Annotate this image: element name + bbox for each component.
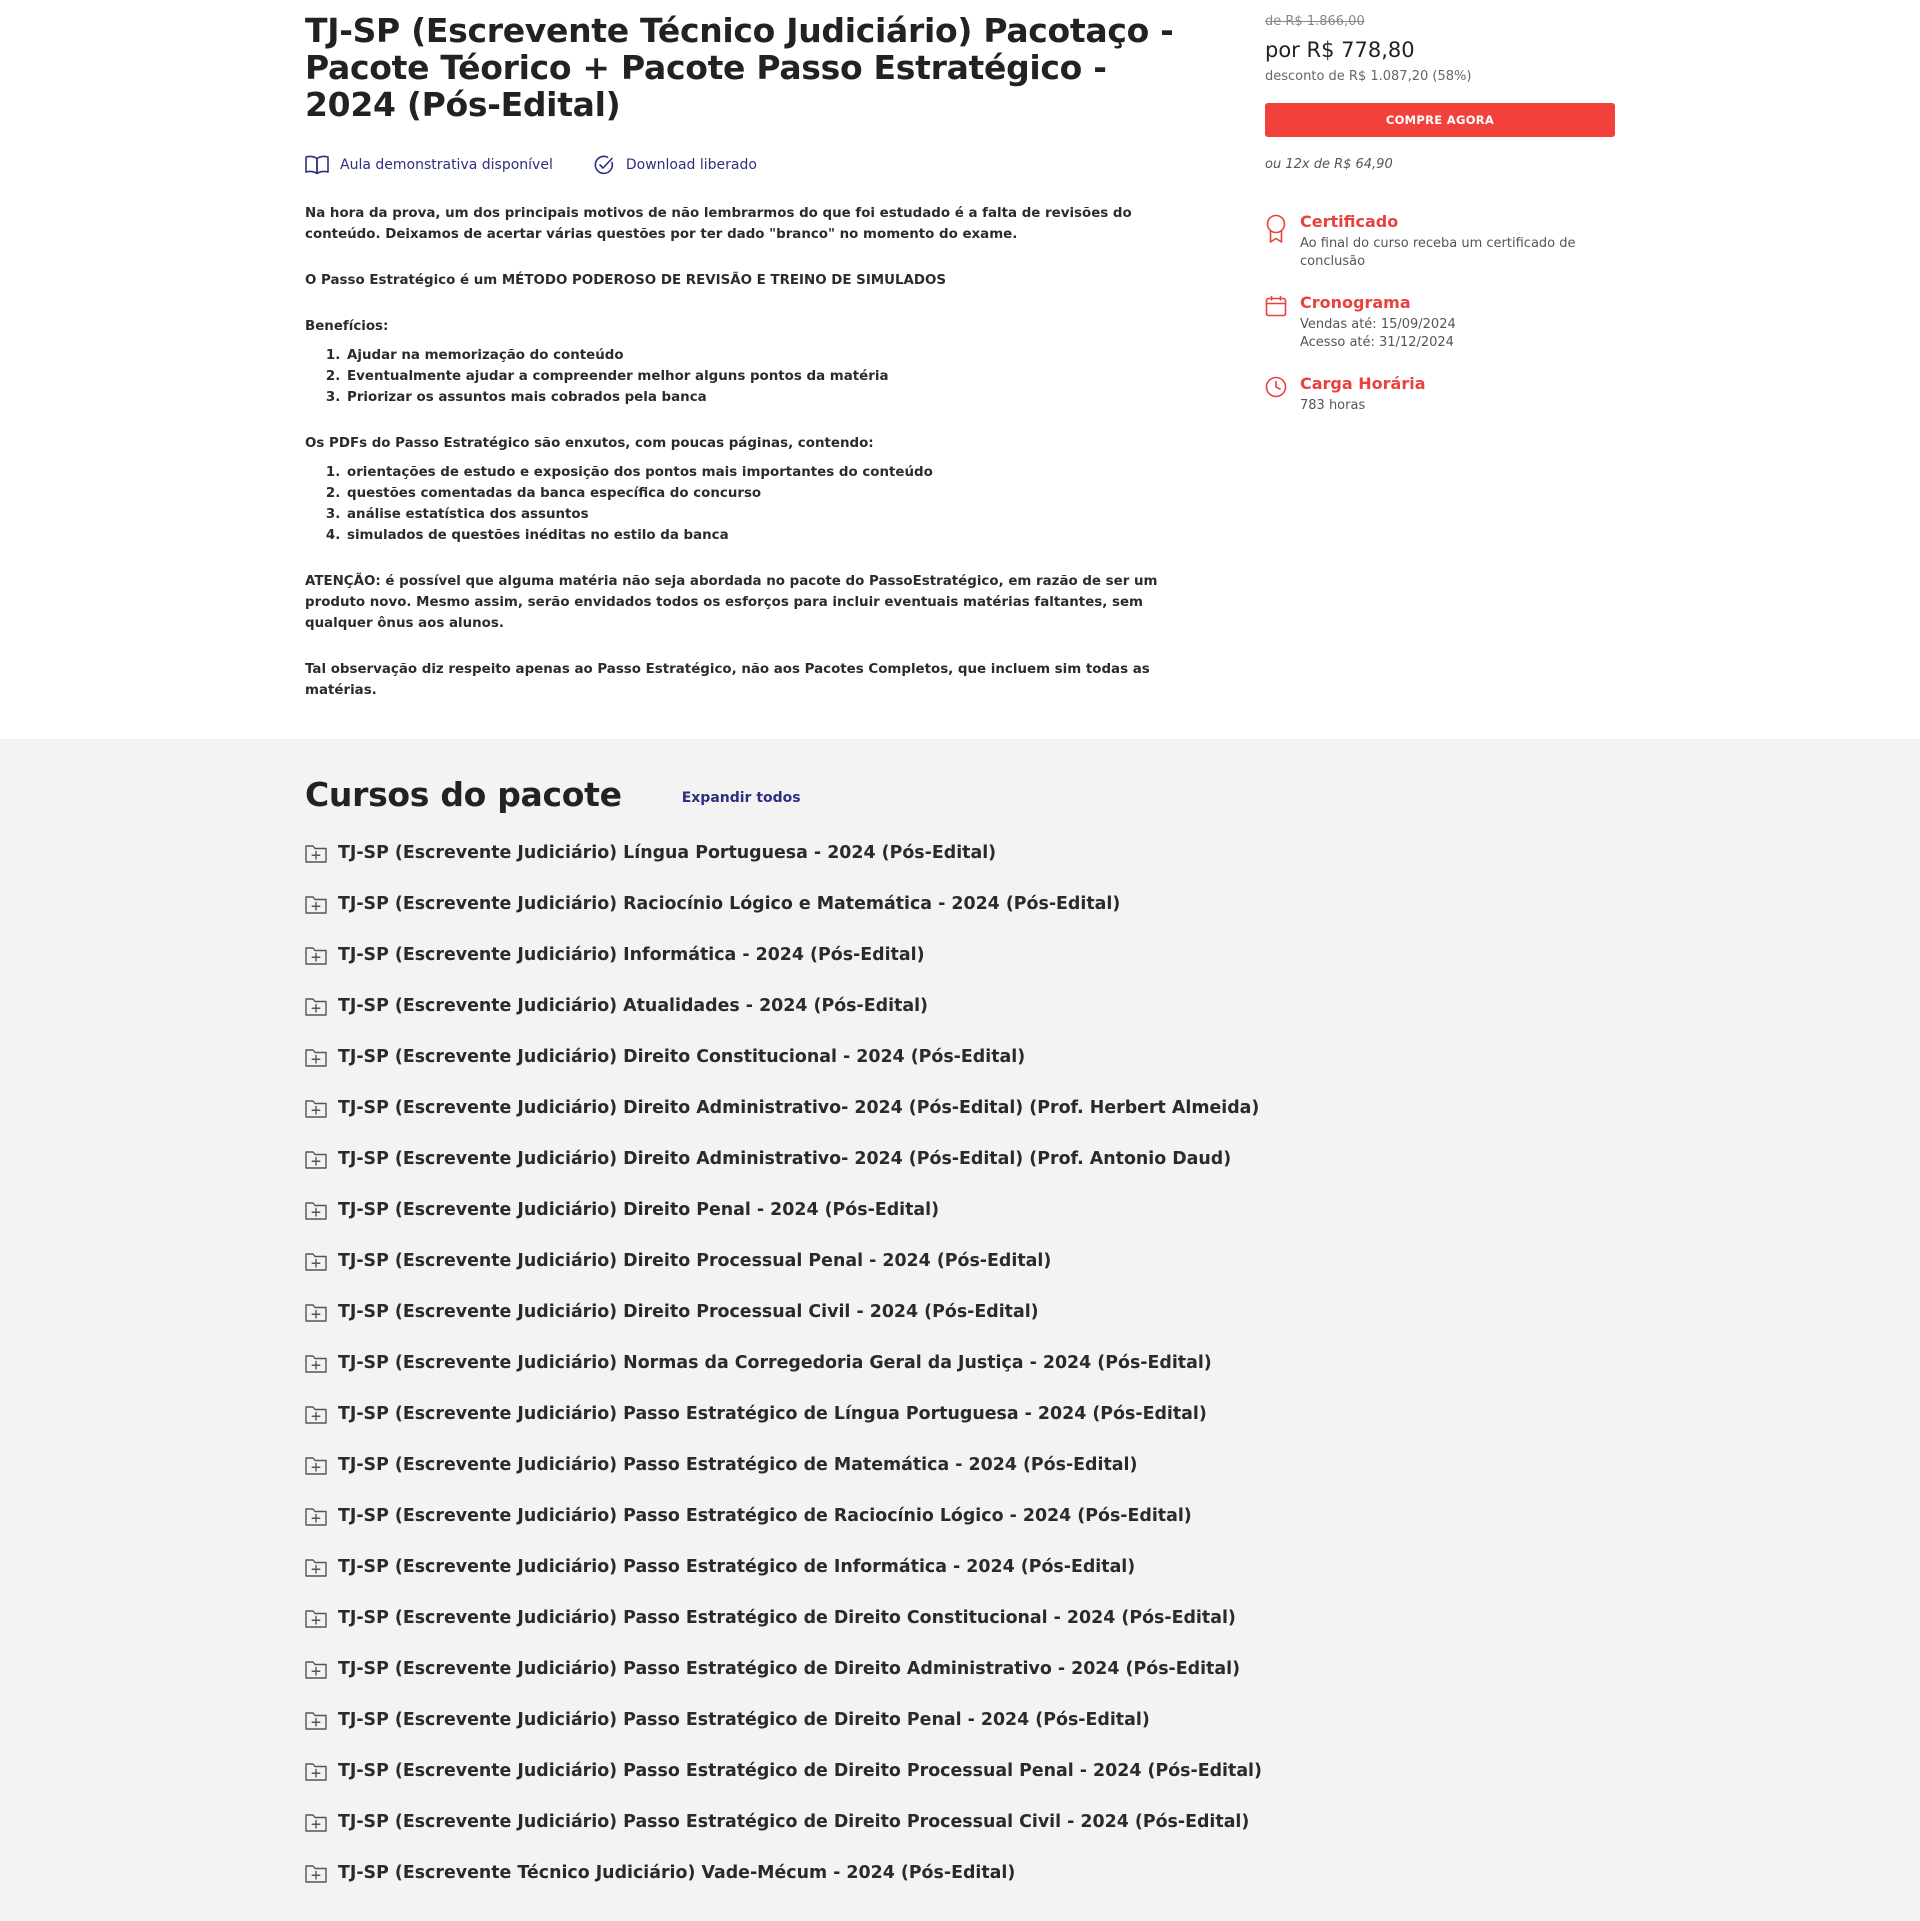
demo-lesson-label: Aula demonstrativa disponível	[340, 157, 553, 173]
course-title: TJ-SP (Escrevente Judiciário) Informática - 2024 (Pós-Edital)	[338, 944, 925, 965]
page-title: TJ-SP (Escrevente Técnico Judiciário) Pacotaço - Pacote Téorico + Pacote Passo Estratégico - 2024 (Pós-Edital)	[305, 11, 1174, 124]
workload-text: 783 horas	[1300, 398, 1366, 413]
course-item[interactable]	[305, 1745, 1605, 1796]
course-item[interactable]	[305, 1796, 1605, 1847]
course-item[interactable]	[305, 980, 1605, 1031]
course-item[interactable]	[305, 827, 1605, 878]
certificate-info	[1265, 212, 1615, 271]
product-description	[305, 203, 1175, 701]
folder-plus-icon	[305, 1455, 327, 1475]
folder-plus-icon	[305, 1863, 327, 1883]
folder-plus-icon	[305, 843, 327, 863]
course-title: TJ-SP (Escrevente Judiciário) Passo Estratégico de Direito Processual Penal - 2024 (Pós-Edital)	[338, 1760, 1262, 1781]
folder-plus-icon	[305, 1557, 327, 1577]
course-item[interactable]	[305, 1490, 1605, 1541]
course-title: TJ-SP (Escrevente Judiciário) Direito Processual Civil - 2024 (Pós-Edital)	[338, 1301, 1039, 1322]
course-title: TJ-SP (Escrevente Judiciário) Passo Estratégico de Raciocínio Lógico - 2024 (Pós-Edital)	[338, 1505, 1192, 1526]
list-item: 1. Ajudar na memorização do conteúdo	[345, 345, 1175, 366]
course-title: TJ-SP (Escrevente Técnico Judiciário) Vade-Mécum - 2024 (Pós-Edital)	[338, 1862, 1016, 1883]
course-item[interactable]	[305, 1592, 1605, 1643]
current-price: por R$ 778,80	[1265, 38, 1415, 62]
folder-plus-icon	[305, 1200, 327, 1220]
attention-note: ATENÇÃO: é possível que alguma matéria não seja abordada no pacote do PassoEstratégico, em razão de ser um produto novo. Mesmo assim, serão envidados todos os esforços para incluir eventuais matérias faltantes, sem qualquer ônus aos alunos.	[305, 574, 1158, 631]
courses-section	[0, 739, 1920, 1921]
list-item: 2. Eventualmente ajudar a compreender melhor alguns pontos da matéria	[345, 366, 1175, 387]
folder-plus-icon	[305, 1761, 327, 1781]
download-badge[interactable]	[593, 154, 757, 176]
course-item[interactable]	[305, 1388, 1605, 1439]
folder-plus-icon	[305, 1506, 327, 1526]
sales-deadline: Vendas até: 15/09/2024	[1300, 317, 1456, 332]
course-item[interactable]	[305, 878, 1605, 929]
course-title: TJ-SP (Escrevente Judiciário) Passo Estratégico de Direito Processual Civil - 2024 (Pós-Edital)	[338, 1811, 1250, 1832]
course-item[interactable]	[305, 1643, 1605, 1694]
certificate-text: Ao final do curso receba um certificado de conclusão	[1300, 236, 1576, 269]
courses-list	[305, 827, 1605, 1898]
pdfs-list	[345, 462, 1175, 546]
folder-plus-icon	[305, 996, 327, 1016]
buy-now-button[interactable]: COMPRE AGORA	[1265, 103, 1615, 137]
product-main-column	[305, 12, 1175, 726]
course-item[interactable]	[305, 1694, 1605, 1745]
award-ribbon-icon	[1265, 214, 1287, 244]
list-item: 1. orientações de estudo e exposição dos pontos mais importantes do conteúdo	[345, 462, 1175, 483]
folder-plus-icon	[305, 945, 327, 965]
workload-info	[1265, 374, 1615, 415]
course-title: TJ-SP (Escrevente Judiciário) Direito Penal - 2024 (Pós-Edital)	[338, 1199, 940, 1220]
folder-plus-icon	[305, 1047, 327, 1067]
old-price: de R$ 1.866,00	[1265, 14, 1365, 29]
list-item: 3. Priorizar os assuntos mais cobrados pela banca	[345, 387, 1175, 408]
description-paragraph: Na hora da prova, um dos principais motivos de não lembrarmos do que foi estudado é a falta de revisões do conteúdo. Deixamos de acertar várias questões por ter dado "branco" no momento do exame.	[305, 206, 1132, 242]
course-item[interactable]	[305, 1082, 1605, 1133]
folder-plus-icon	[305, 1710, 327, 1730]
course-item[interactable]	[305, 1133, 1605, 1184]
list-item: 2. questões comentadas da banca específica do concurso	[345, 483, 1175, 504]
course-item[interactable]	[305, 1439, 1605, 1490]
pdfs-heading: Os PDFs do Passo Estratégico são enxutos, com poucas páginas, contendo:	[305, 436, 874, 451]
certificate-title: Certificado	[1300, 212, 1399, 231]
check-circle-icon	[593, 154, 615, 176]
course-title: TJ-SP (Escrevente Judiciário) Raciocínio Lógico e Matemática - 2024 (Pós-Edital)	[338, 893, 1121, 914]
courses-header	[305, 775, 801, 814]
schedule-info	[1265, 293, 1615, 352]
course-item[interactable]	[305, 1235, 1605, 1286]
course-item[interactable]	[305, 1286, 1605, 1337]
course-title: TJ-SP (Escrevente Judiciário) Direito Administrativo- 2024 (Pós-Edital) (Prof. Antonio Daud)	[338, 1148, 1232, 1169]
course-title: TJ-SP (Escrevente Judiciário) Língua Portuguesa - 2024 (Pós-Edital)	[338, 842, 997, 863]
course-title: TJ-SP (Escrevente Judiciário) Direito Processual Penal - 2024 (Pós-Edital)	[338, 1250, 1052, 1271]
course-info-list	[1265, 212, 1615, 415]
folder-plus-icon	[305, 1302, 327, 1322]
list-item: 4. simulados de questões inéditas no estilo da banca	[345, 525, 1175, 546]
course-item[interactable]	[305, 929, 1605, 980]
benefits-heading: Benefícios:	[305, 319, 389, 334]
open-book-icon	[305, 155, 329, 175]
course-item[interactable]	[305, 1337, 1605, 1388]
course-item[interactable]	[305, 1847, 1605, 1898]
course-title: TJ-SP (Escrevente Judiciário) Passo Estratégico de Informática - 2024 (Pós-Edital)	[338, 1556, 1136, 1577]
benefits-list	[345, 345, 1175, 408]
observation-note: Tal observação diz respeito apenas ao Passo Estratégico, não aos Pacotes Completos, que incluem sim todas as matérias.	[305, 662, 1150, 698]
demo-lesson-badge[interactable]	[305, 155, 553, 175]
description-method: O Passo Estratégico é um MÉTODO PODEROSO DE REVISÃO E TREINO DE SIMULADOS	[305, 273, 947, 288]
course-title: TJ-SP (Escrevente Judiciário) Passo Estratégico de Direito Constitucional - 2024 (Pós-Edital)	[338, 1607, 1236, 1628]
course-title: TJ-SP (Escrevente Judiciário) Passo Estratégico de Direito Administrativo - 2024 (Pós-Edital)	[338, 1658, 1241, 1679]
folder-plus-icon	[305, 1812, 327, 1832]
course-item[interactable]	[305, 1184, 1605, 1235]
calendar-icon	[1265, 295, 1287, 317]
folder-plus-icon	[305, 1098, 327, 1118]
discount-text: desconto de R$ 1.087,20 (58%)	[1265, 69, 1472, 84]
course-item[interactable]	[305, 1541, 1605, 1592]
folder-plus-icon	[305, 1608, 327, 1628]
folder-plus-icon	[305, 894, 327, 914]
course-title: TJ-SP (Escrevente Judiciário) Atualidades - 2024 (Pós-Edital)	[338, 995, 928, 1016]
course-title: TJ-SP (Escrevente Judiciário) Passo Estratégico de Língua Portuguesa - 2024 (Pós-Edital)	[338, 1403, 1207, 1424]
feature-badges	[305, 153, 1175, 177]
course-title: TJ-SP (Escrevente Judiciário) Passo Estratégico de Matemática - 2024 (Pós-Edital)	[338, 1454, 1138, 1475]
download-label: Download liberado	[625, 157, 757, 173]
workload-title: Carga Horária	[1300, 374, 1426, 393]
folder-plus-icon	[305, 1404, 327, 1424]
expand-all-link[interactable]: Expandir todos	[681, 789, 801, 806]
courses-section-title: Cursos do pacote	[305, 775, 622, 814]
course-title: TJ-SP (Escrevente Judiciário) Passo Estratégico de Direito Penal - 2024 (Pós-Edital)	[338, 1709, 1150, 1730]
folder-plus-icon	[305, 1149, 327, 1169]
schedule-title: Cronograma	[1300, 293, 1411, 312]
course-title: TJ-SP (Escrevente Judiciário) Direito Administrativo- 2024 (Pós-Edital) (Prof. Herbert Almeida)	[338, 1097, 1260, 1118]
course-item[interactable]	[305, 1031, 1605, 1082]
access-deadline: Acesso até: 31/12/2024	[1300, 335, 1454, 350]
folder-plus-icon	[305, 1353, 327, 1373]
product-header-section	[0, 0, 1920, 739]
list-item: 3. análise estatística dos assuntos	[345, 504, 1175, 525]
course-title: TJ-SP (Escrevente Judiciário) Direito Constitucional - 2024 (Pós-Edital)	[338, 1046, 1026, 1067]
purchase-sidebar	[1265, 14, 1615, 437]
folder-plus-icon	[305, 1251, 327, 1271]
folder-plus-icon	[305, 1659, 327, 1679]
clock-icon	[1265, 376, 1287, 398]
installments-text: ou 12x de R$ 64,90	[1265, 157, 1393, 172]
course-title: TJ-SP (Escrevente Judiciário) Normas da Corregedoria Geral da Justiça - 2024 (Pós-Edital)	[338, 1352, 1212, 1373]
